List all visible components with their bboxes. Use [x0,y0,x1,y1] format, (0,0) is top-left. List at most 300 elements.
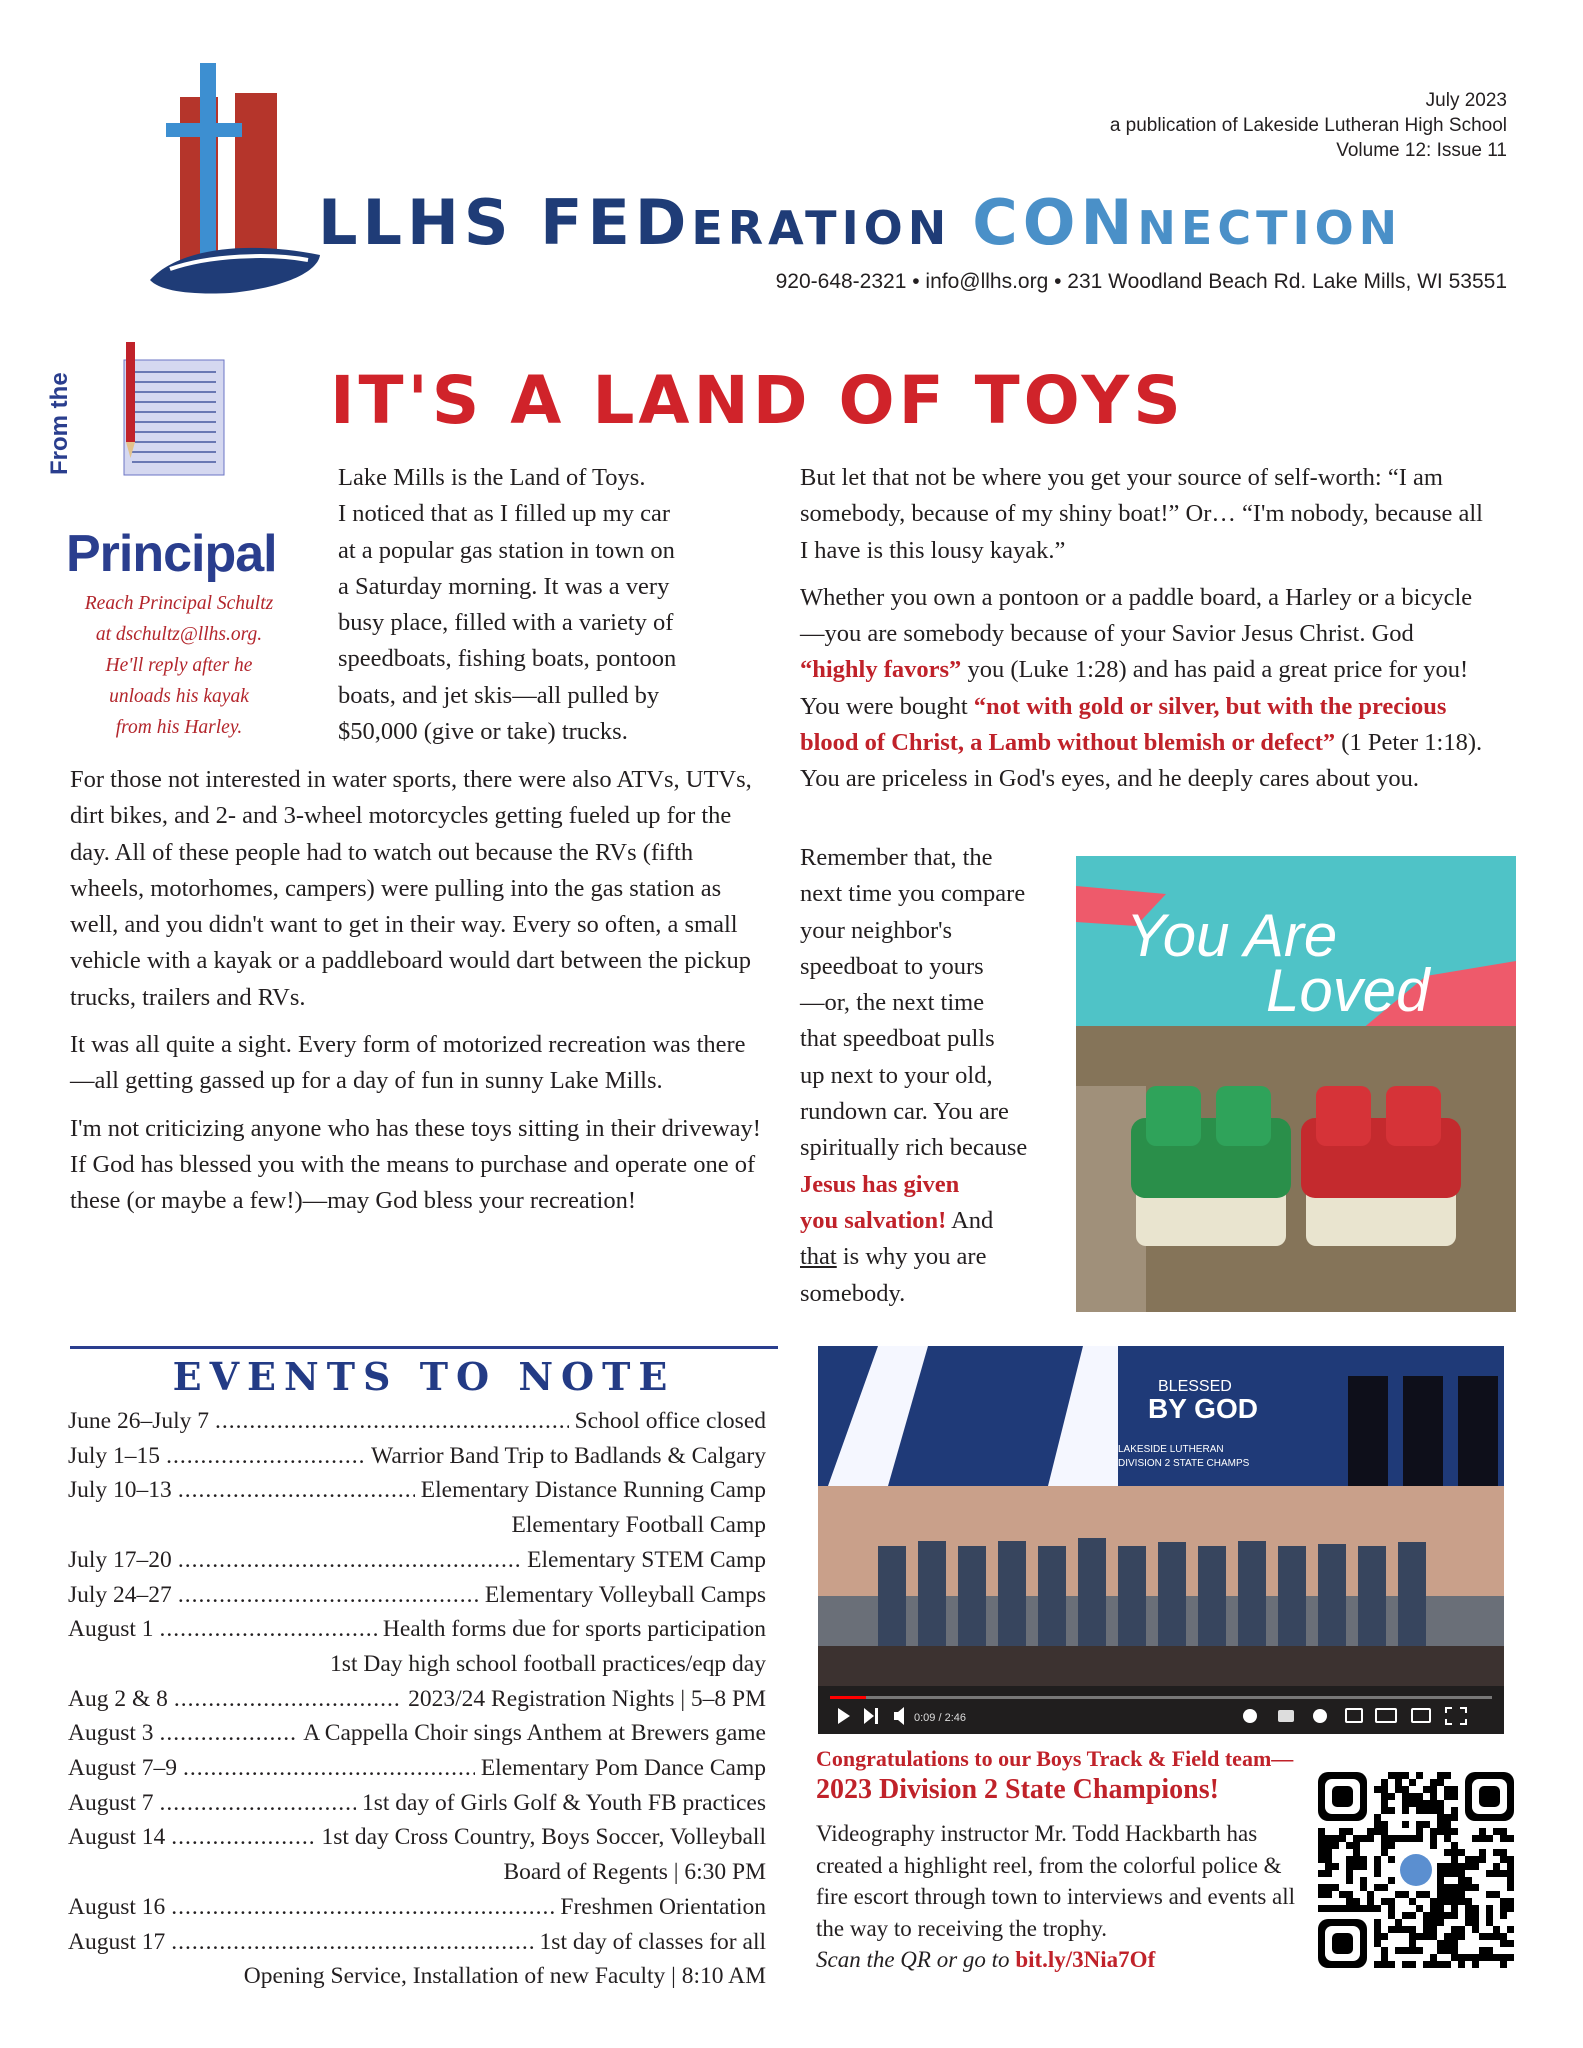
reach-line: unloads his kayak [109,686,249,707]
qr-module [1479,1849,1486,1856]
qr-module [1465,1919,1472,1926]
qr-module [1486,1891,1493,1898]
event-date: August 7–9 [68,1755,178,1782]
qr-module [1437,1779,1444,1786]
qr-module [1472,1961,1479,1968]
qr-finder [1479,1786,1500,1807]
remember-line: your neighbor's [800,916,953,944]
events-title: EVENTS TO NOTE [172,1354,676,1399]
qr-module [1353,1842,1360,1849]
qr-module [1409,1912,1416,1919]
remember-line: —or, the next time [800,989,985,1017]
scan-text: Scan the QR or go to [816,1947,1016,1972]
event-continuation: 1st Day high school football practices/eqp day [330,1650,766,1677]
qr-module [1409,1835,1416,1842]
qr-module [1402,1947,1409,1954]
qr-module [1500,1870,1507,1877]
qr-module [1423,1891,1430,1898]
qr-module [1388,1856,1395,1863]
qr-module [1325,1863,1332,1870]
qr-module [1472,1905,1479,1912]
qr-module [1409,1926,1416,1933]
qr-module [1451,1849,1458,1856]
qr-module [1437,1961,1444,1968]
newsletter-title [318,188,1402,263]
qr-module [1388,1842,1395,1849]
scan-line [816,1944,1306,1976]
event-row [68,1612,766,1647]
qr-module [1409,1898,1416,1905]
qr-module [1465,1898,1472,1905]
from-the-label: From the [46,372,73,475]
event-desc: Freshmen Orientation [560,1893,766,1920]
event-row [68,1716,766,1751]
qr-module [1451,1870,1458,1877]
qr-module [1500,1849,1507,1856]
qr-module [1416,1821,1423,1828]
qr-module [1388,1912,1395,1919]
qr-module [1416,1947,1423,1954]
qr-module [1437,1870,1444,1877]
qr-module [1381,1954,1388,1961]
qr-module [1465,1905,1472,1912]
qr-module [1416,1772,1423,1779]
qr-module [1318,1849,1325,1856]
qr-module [1318,1835,1325,1842]
qr-module [1500,1954,1507,1961]
qr-module [1500,1940,1507,1947]
qr-module [1493,1954,1500,1961]
qr-module [1486,1835,1493,1842]
event-row [68,1543,766,1578]
qr-module [1451,1863,1458,1870]
qr-module [1318,1870,1325,1877]
video-time: 0:09 / 2:46 [914,1712,966,1724]
qr-module [1374,1863,1381,1870]
leader-dots [171,1820,315,1855]
qr-module [1353,1863,1360,1870]
qr-module [1423,1807,1430,1814]
qr-module [1402,1793,1409,1800]
qr-module [1451,1912,1458,1919]
qr-module [1346,1891,1353,1898]
qr-module [1346,1828,1353,1835]
qr-module [1423,1800,1430,1807]
qr-module [1353,1835,1360,1842]
qr-module [1493,1933,1500,1940]
paragraph: But let that not be where you get your source of self-worth: “I am somebody, because of my shiny boat!” Or… “I'm nobody, because all I have is this lousy kayak.” [800,464,1483,564]
qr-module [1437,1884,1444,1891]
qr-module [1486,1905,1493,1912]
by-god-text: BY GOD [1148,1393,1258,1424]
qr-module [1325,1849,1332,1856]
qr-module [1374,1933,1381,1940]
you-are-text: You Are [1126,902,1338,969]
qr-module [1395,1786,1402,1793]
qr-module [1416,1793,1423,1800]
qr-module [1444,1828,1451,1835]
qr-module [1486,1919,1493,1926]
remember-paragraph [800,840,1070,1312]
qr-module [1325,1835,1332,1842]
qr-module [1444,1786,1451,1793]
title-llhs: LLHS [318,186,541,259]
qr-module [1479,1828,1486,1835]
paragraph [800,580,1490,798]
qr-module [1374,1905,1381,1912]
article-column-2 [800,460,1490,809]
qr-module [1381,1961,1388,1968]
qr-module [1500,1933,1507,1940]
qr-module [1507,1940,1514,1947]
qr-module [1444,1884,1451,1891]
qr-module [1325,1891,1332,1898]
qr-module [1444,1814,1451,1821]
qr-module [1451,1926,1458,1933]
qr-module [1493,1926,1500,1933]
qr-module [1458,1884,1465,1891]
qr-module [1472,1856,1479,1863]
qr-module [1451,1793,1458,1800]
qr-module [1437,1807,1444,1814]
qr-module [1423,1919,1430,1926]
qr-module [1346,1856,1353,1863]
qr-module [1444,1933,1451,1940]
qr-module [1374,1870,1381,1877]
qr-module [1402,1961,1409,1968]
qr-module [1458,1849,1465,1856]
masthead [0,0,1583,310]
leader-dots [160,1716,298,1751]
autoplay-icon[interactable] [1243,1709,1257,1723]
qr-module [1374,1814,1381,1821]
qr-module [1416,1800,1423,1807]
qr-module [1353,1905,1360,1912]
qr-module [1465,1884,1472,1891]
qr-module [1388,1898,1395,1905]
qr-module [1339,1835,1346,1842]
leader-dots [178,1473,415,1508]
event-row [68,1578,766,1613]
qr-module [1381,1786,1388,1793]
qr-module [1381,1793,1388,1800]
qr-module [1507,1926,1514,1933]
qr-module [1430,1919,1437,1926]
qr-module [1500,1898,1507,1905]
qr-module [1444,1912,1451,1919]
qr-module [1409,1940,1416,1947]
events-divider [70,1346,778,1349]
qr-module [1332,1884,1339,1891]
qr-module [1458,1891,1465,1898]
qr-module [1507,1884,1514,1891]
award-ribbon-icon [1400,1854,1432,1886]
event-date: July 24–27 [68,1581,172,1608]
settings-icon[interactable] [1313,1709,1327,1723]
video-body: Videography instructor Mr. Todd Hackbarth has created a highlight reel, from the colorful police & fire escort through town to interviews and events all the way to receiving the trophy. [816,1821,1296,1941]
qr-module [1430,1786,1437,1793]
title-eration: ERATION [691,201,973,255]
qr-module [1437,1821,1444,1828]
you-are-loved-image [1076,856,1516,1312]
qr-code[interactable] [1318,1772,1514,1968]
event-date: June 26–July 7 [68,1408,209,1434]
intro-line: $50,000 (give or take) trucks. [338,718,628,746]
remember-line [800,1239,1070,1275]
event-date: August 1 [68,1616,154,1643]
qr-module [1346,1877,1353,1884]
qr-module [1451,1856,1458,1863]
qr-module [1381,1898,1388,1905]
video-player[interactable] [818,1346,1504,1734]
qr-module [1395,1919,1402,1926]
event-desc: Elementary Pom Dance Camp [480,1755,766,1782]
event-continuation: Board of Regents | 6:30 PM [503,1859,766,1886]
qr-module [1381,1884,1388,1891]
qr-module [1367,1891,1374,1898]
text-run: you (Luke 1:28) and has paid a great price for you! You were bought [800,656,1469,720]
event-desc: 2023/24 Registration Nights | 5–8 PM [408,1685,766,1712]
qr-module [1486,1870,1493,1877]
qr-module [1437,1772,1444,1779]
qr-module [1416,1891,1423,1898]
qr-module [1437,1905,1444,1912]
qr-module [1395,1772,1402,1779]
leader-dots [171,1890,554,1925]
text-run: And [946,1206,994,1234]
video-description [816,1818,1306,1976]
paragraph: I'm not criticizing anyone who has these toys sitting in their driveway! If God has blessed you with the means to purchase and operate one of these (or maybe a few!)—may God bless your recreation! [70,1114,761,1215]
qr-module [1507,1954,1514,1961]
qr-module [1423,1961,1430,1968]
qr-module [1493,1828,1500,1835]
champions-line: 2023 Division 2 State Champions! [816,1774,1219,1805]
qr-module [1430,1779,1437,1786]
sign-line-1: LAKESIDE LUTHERAN [1118,1444,1224,1455]
qr-module [1332,1905,1339,1912]
short-link[interactable]: bit.ly/3Nia7Of [1015,1947,1156,1972]
qr-module [1493,1863,1500,1870]
qr-module [1374,1786,1381,1793]
qr-module [1318,1905,1325,1912]
event-date: Aug 2 & 8 [68,1685,168,1712]
qr-module [1381,1807,1388,1814]
sign-line-2: DIVISION 2 STATE CHAMPS [1118,1458,1250,1469]
qr-module [1360,1856,1367,1863]
qr-module [1388,1905,1395,1912]
qr-module [1402,1821,1409,1828]
leader-dots [178,1578,479,1613]
qr-module [1402,1807,1409,1814]
event-row [68,1925,766,1960]
qr-module [1437,1947,1444,1954]
qr-module [1451,1905,1458,1912]
qr-module [1444,1898,1451,1905]
leader-dots [178,1543,521,1578]
remember-line: somebody. [800,1279,906,1307]
qr-module [1367,1898,1374,1905]
qr-module [1395,1947,1402,1954]
event-desc: 1st day Cross Country, Boys Soccer, Volleyball [321,1824,766,1851]
qr-module [1402,1912,1409,1919]
qr-module [1402,1800,1409,1807]
event-continuation: Elementary Football Camp [511,1512,766,1539]
leader-dots [215,1404,569,1439]
qr-module [1402,1772,1409,1779]
captions-icon[interactable] [1278,1710,1294,1722]
qr-module [1360,1835,1367,1842]
qr-module [1444,1891,1451,1898]
qr-module [1395,1779,1402,1786]
notepad-pencil-icon [104,340,234,480]
qr-module [1409,1933,1416,1940]
title-con: CON [972,186,1138,259]
event-date: July 17–20 [68,1546,172,1573]
qr-module [1458,1870,1465,1877]
event-row [68,1682,766,1717]
issue-date: July 2023 [1425,90,1507,111]
qr-module [1409,1947,1416,1954]
qr-module [1437,1891,1444,1898]
qr-module [1360,1884,1367,1891]
qr-module [1437,1898,1444,1905]
qr-module [1381,1828,1388,1835]
event-desc: Warrior Band Trip to Badlands & Calgary [371,1442,766,1469]
qr-module [1423,1821,1430,1828]
article-headline: IT'S A LAND OF TOYS [330,362,1185,439]
masthead-meta [1110,88,1507,163]
event-row [68,1890,766,1925]
qr-module [1381,1933,1388,1940]
qr-finder [1332,1933,1353,1954]
event-row [68,1404,766,1439]
qr-module [1409,1793,1416,1800]
qr-module [1472,1884,1479,1891]
qr-module [1339,1905,1346,1912]
qr-module [1339,1828,1346,1835]
qr-module [1500,1856,1507,1863]
intro-line: a Saturday morning. It was a very [338,572,670,600]
text-run: Whether you own a pontoon or a paddle board, a Harley or a bicycle—you are somebody because of your Savior Jesus Christ. God [800,583,1473,648]
qr-module [1500,1905,1507,1912]
qr-module [1360,1905,1367,1912]
qr-module [1444,1947,1451,1954]
qr-module [1472,1926,1479,1933]
qr-module [1444,1793,1451,1800]
qr-module [1458,1961,1465,1968]
llhs-cross-logo [140,55,330,305]
principal-label: Principal [66,525,277,583]
qr-module [1381,1835,1388,1842]
qr-module [1486,1912,1493,1919]
title-fed: FED [540,186,692,259]
intro-line: boats, and jet skis—all pulled by [338,681,660,709]
qr-module [1388,1877,1395,1884]
qr-module [1479,1933,1486,1940]
qr-module [1346,1870,1353,1877]
contact-line: 920-648-2321 • info@llhs.org • 231 Woodland Beach Rd. Lake Mills, WI 53551 [775,270,1507,293]
qr-module [1325,1856,1332,1863]
qr-module [1374,1940,1381,1947]
event-date: August 14 [68,1824,166,1851]
qr-module [1430,1912,1437,1919]
qr-module [1430,1933,1437,1940]
qr-module [1458,1933,1465,1940]
event-date: July 10–13 [68,1477,172,1504]
event-row [68,1751,766,1786]
events-list [68,1404,766,1994]
qr-module [1423,1912,1430,1919]
qr-module [1500,1828,1507,1835]
qr-module [1381,1849,1388,1856]
qr-module [1430,1905,1437,1912]
qr-module [1458,1877,1465,1884]
qr-module [1409,1800,1416,1807]
highlight-quote: “not with gold or silver, but with the precious blood of Christ, a Lamb without blemish or defect” [800,692,1447,757]
reach-line: at dschultz@llhs.org. [95,624,263,645]
qr-module [1507,1898,1514,1905]
article-column-1 [70,762,770,1231]
qr-module [1430,1835,1437,1842]
underlined-word: that [800,1243,837,1271]
qr-module [1325,1884,1332,1891]
qr-module [1381,1779,1388,1786]
congrats-line: Congratulations to our Boys Track & Field team— [816,1746,1294,1771]
qr-module [1437,1940,1444,1947]
qr-module [1381,1947,1388,1954]
qr-module [1465,1877,1472,1884]
qr-module [1374,1884,1381,1891]
qr-module [1507,1870,1514,1877]
leader-dots [160,1786,356,1821]
qr-module [1451,1940,1458,1947]
qr-module [1430,1807,1437,1814]
qr-module [1374,1828,1381,1835]
qr-module [1416,1828,1423,1835]
qr-module [1486,1947,1493,1954]
qr-module [1332,1842,1339,1849]
qr-module [1437,1828,1444,1835]
remember-line [800,1167,1070,1203]
qr-module [1437,1863,1444,1870]
qr-module [1367,1835,1374,1842]
qr-module [1479,1947,1486,1954]
qr-module [1430,1793,1437,1800]
qr-module [1500,1912,1507,1919]
event-desc: School office closed [574,1408,766,1434]
qr-module [1325,1905,1332,1912]
intro-line: Lake Mills is the Land of Toys. [338,464,646,491]
remember-line: rundown car. You are [800,1098,1009,1126]
volume-issue: Volume 12: Issue 11 [1336,140,1507,161]
qr-module [1451,1933,1458,1940]
event-date: August 17 [68,1928,166,1955]
title-nection: NECTION [1137,201,1403,255]
qr-module [1381,1821,1388,1828]
qr-module [1318,1891,1325,1898]
qr-finder [1332,1786,1353,1807]
qr-module [1493,1870,1500,1877]
qr-module [1444,1940,1451,1947]
qr-module [1500,1835,1507,1842]
leader-dots [166,1439,365,1474]
qr-module [1430,1842,1437,1849]
qr-module [1444,1961,1451,1968]
qr-module [1353,1849,1360,1856]
qr-module [1472,1835,1479,1842]
highlight-quote: “highly favors” [800,656,962,684]
leader-dots [183,1751,475,1786]
